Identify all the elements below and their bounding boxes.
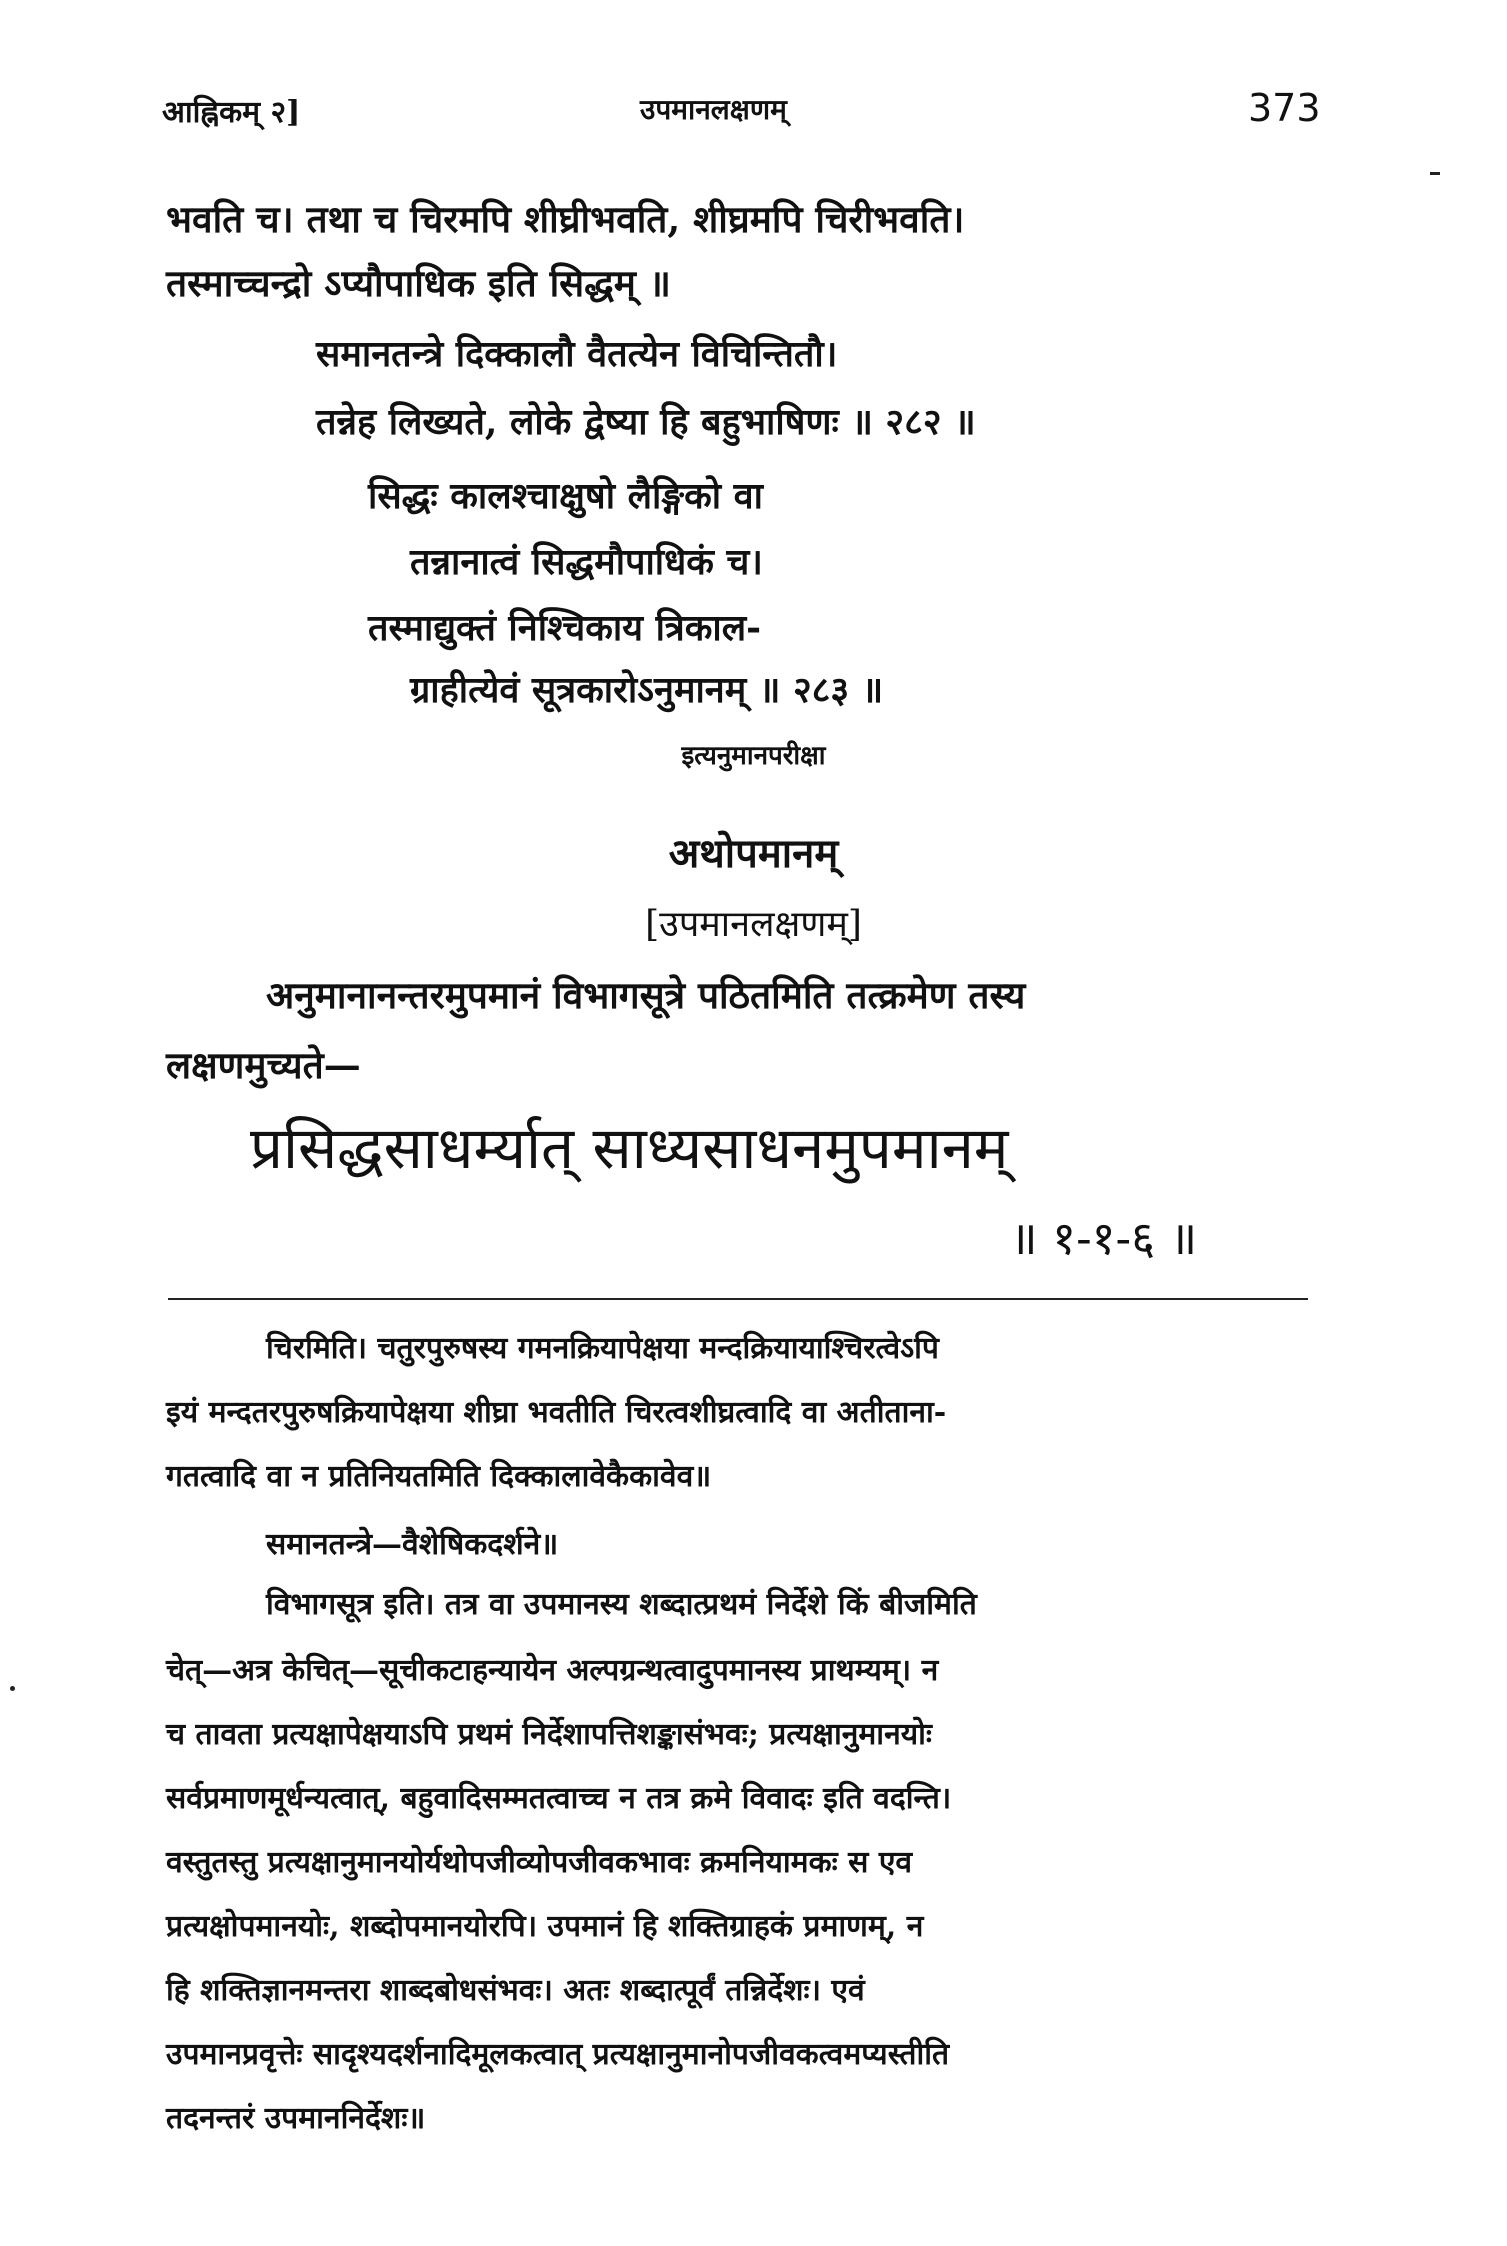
text-line: तस्माच्चन्द्रो ऽप्यौपाधिक इति सिद्धम् ॥ (166, 261, 671, 305)
commentary-line: हि शक्तिज्ञानमन्तरा शाब्दबोधसंभवः। अतः शब्दात्पूर्वं तन्निर्देशः। एवं (166, 1973, 865, 2008)
scan-speck (10, 1686, 15, 1691)
text-line: लक्षणमुच्यते— (166, 1043, 361, 1087)
running-header-title: उपमानलक्षणम् (640, 93, 787, 126)
page-number: 373 (1248, 86, 1321, 130)
verse-line: समानतन्त्रे दिक्कालौ वैतत्येन विचिन्तितौ। (316, 333, 838, 375)
margin-mark (1430, 172, 1440, 175)
commentary-line: वस्तुतस्तु प्रत्यक्षानुमानयोर्यथोपजीव्योपजीवकभावः क्रमनियामकः स एव (166, 1845, 913, 1880)
commentary-line: गतत्वादि वा न प्रतिनियतमिति दिक्कालावेकैकावेव॥ (166, 1459, 712, 1494)
commentary-line: सर्वप्रमाणमूर्धन्यत्वात्, बहुवादिसम्मतत्वाच्च न तत्र क्रमे विवादः इति वदन्ति। (166, 1781, 952, 1816)
section-end-label: इत्यनुमानपरीक्षा (681, 741, 826, 771)
text-line: भवति च। तथा च चिरमपि शीघ्रीभवति, शीघ्रमपि चिरीभवति। (166, 197, 965, 241)
commentary-line: प्रत्यक्षोपमानयोः, शब्दोपमानयोरपि। उपमानं हि शक्तिग्राहकं प्रमाणम्, न (166, 1909, 924, 1944)
subsection-title: [उपमानलक्षणम्] (645, 904, 862, 945)
verse-line: तन्नानात्वं सिद्धमौपाधिकं च। (410, 541, 763, 583)
sutra-number: ॥ १-१-६ ॥ (1010, 1211, 1198, 1265)
verse-line: तस्माद्युक्तं निश्चिकाय त्रिकाल- (368, 607, 762, 649)
commentary-line: च तावता प्रत्यक्षापेक्षयाऽपि प्रथमं निर्देशापत्तिशङ्कासंभवः; प्रत्यक्षानुमानयोः (166, 1717, 932, 1752)
commentary-line: तदनन्तरं उपमाननिर्देशः॥ (166, 2101, 426, 2136)
commentary-line: समानतन्त्रे—वैशेषिकदर्शने॥ (266, 1527, 559, 1562)
text-line: अनुमानानन्तरमुपमानं विभागसूत्रे पठितमिति तत्क्रमेण तस्य (266, 973, 1026, 1017)
commentary-line: उपमानप्रवृत्तेः सादृश्यदर्शनादिमूलकत्वात् प्रत्यक्षानुमानोपजीवकत्वमप्यस्तीति (166, 2037, 950, 2072)
sutra-text: प्रसिद्धसाधर्म्यात् साध्यसाधनमुपमानम् (250, 1114, 1009, 1182)
running-header-left: आह्निकम् २] (162, 95, 301, 130)
commentary-line: चिरमिति। चतुरपुरुषस्य गमनक्रियापेक्षया मन्दक्रियायाश्चिरत्वेऽपि (266, 1331, 939, 1366)
section-title: अथोपमानम् (668, 830, 839, 877)
verse-line: तन्नेह लिख्यते, लोके द्वेष्या हि बहुभाषिणः ॥ २८२ ॥ (316, 401, 976, 443)
footnote-divider (168, 1298, 1308, 1300)
commentary-line: चेत्—अत्र केचित्—सूचीकटाहन्यायेन अल्पग्रन्थत्वादुपमानस्य प्राथम्यम्। न (166, 1653, 939, 1688)
commentary-line: इयं मन्दतरपुरुषक्रियापेक्षया शीघ्रा भवतीति चिरत्वशीघ्रत्वादि वा अतीताना- (166, 1395, 947, 1430)
verse-line: ग्राहीत्येवं सूत्रकारोऽनुमानम् ॥ २८३ ॥ (410, 669, 884, 711)
verse-line: सिद्धः कालश्चाक्षुषो लैङ्गिको वा (368, 475, 763, 517)
commentary-line: विभागसूत्र इति। तत्र वा उपमानस्य शब्दात्प्रथमं निर्देशे किं बीजमिति (266, 1587, 977, 1622)
